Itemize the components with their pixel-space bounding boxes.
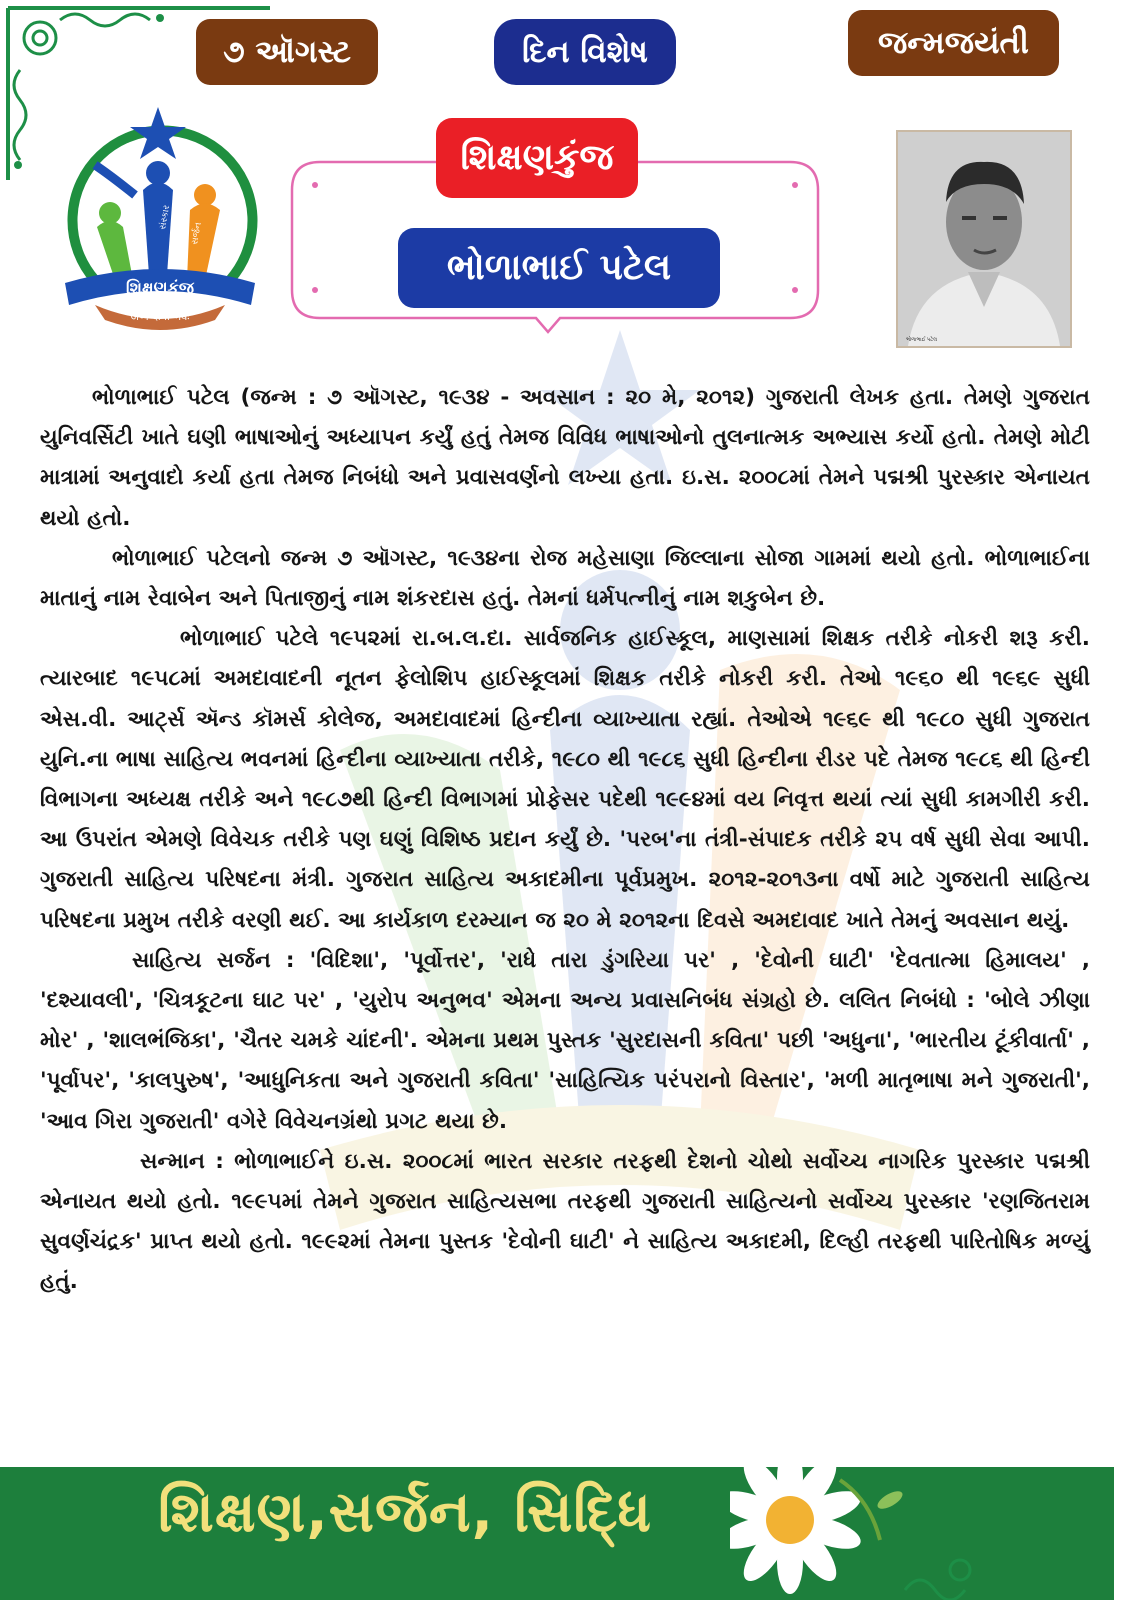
birth-anniversary-badge: જન્મજયંતી: [848, 10, 1059, 76]
daisy-flower-icon: [730, 1440, 980, 1600]
article-paragraph-career: ભોળાભાઈ પટેલે ૧૯૫૨માં રા.બ.લ.દા. સાર્વજનિક હાઈસ્કૂલ, માણસામાં શિક્ષક તરીકે નોકરી શરૂ કરી. ત્યારબાદ ૧૯૫૮માં અમદાવાદની નૂતન ફેલોશિપ હાઈસ્કૂલમાં શિક્ષક તરીકે નોકરી કરી. તેઓ ૧૯૬૦ થી ૧૯૬૯ સુધી એસ.વી. આર્ટ્સ ઍન્ડ કૉમર્સ કોલેજ, અમદાવાદમાં હિન્દીના વ્યાખ્યાતા રહ્યાં. તેઓએ ૧૯૬૯ થી ૧૯૮૦ સુધી ગુજરાત યુનિ.ના ભાષા સાહિત્ય ભવનમાં હિન્દીના વ્યાખ્યાતા તરીકે, ૧૯૮૦ થી ૧૯૮૬ સુધી હિન્દીના રીડર પદે તેમજ ૧૯૮૬ થી હિન્દી વિભાગના અધ્યક્ષ તરીકે અને ૧૯૮૭થી હિન્દી વિભાગમાં પ્રોફેસર પદેથી ૧૯૯૪માં વય નિવૃત્ત થયાં ત્યાં સુધી કામગીરી કરી. આ ઉપરાંત એમણે વિવેચક તરીકે પણ ઘણું વિશિષ્ઠ પ્રદાન કર્યું છે. 'પરબ'ના તંત્રી-સંપાદક તરીકે ૨૫ વર્ષ સુધી સેવા આપી. ગુજરાતી સાહિત્ય પરિષદના મંત્રી. ગુજરાત સાહિત્ય અકાદમીના પૂર્વપ્રમુખ. ૨૦૧૨-૨૦૧૩ના વર્ષો માટે ગુજરાતી સાહિત્ય પરિષદના પ્રમુખ તરીકે વરણી થઈ. આ કાર્યકાળ દરમ્યાન જ ૨૦ મે ૨૦૧૨ના દિવસે અમદાવાદ ખાતે તેમનું અવસાન થયું.: [40, 626, 1090, 933]
day-special-badge: દિન વિશેષ: [494, 19, 676, 85]
person-portrait-icon: [898, 132, 1070, 346]
logo-word-3: સર્જન: [190, 221, 204, 246]
date-badge: ૭ ઑગસ્ટ: [196, 19, 378, 85]
page-right-margin: [1114, 0, 1131, 1600]
shikshankunj-logo: [55, 105, 265, 335]
footer-slogan: શિક્ષણ,સર્જન, સિદ્ધિ: [158, 1480, 652, 1545]
article-paragraph-works: સાહિત્ય સર્જન : 'વિદિશા', 'પૂર્વોત્તર', 'રાધે તારા ડુંગરિયા પર' , 'દેવોની ઘાટી' 'દેવતાત્મા હિમાલય' , 'દશ્યાવલી', 'ચિત્રકૂટના ઘાટ પર' , 'યુરોપ અનુભવ' એમના અન્ય પ્રવાસનિબંધ સંગ્રહો છે. લલિત નિબંધો : 'બોલે ઝીણા મોર' , 'શાલભંજિકા', 'ચૈતર ચમકે ચાંદની'. એમના પ્રથમ પુસ્તક 'સુરદાસની કવિતા' પછી 'અધુના', 'ભારતીય ટૂંકીવાર્તા' , 'પૂર્વાપર', 'કાલપુરુષ', 'આધુનિકતા અને ગુજરાતી કવિતા' 'સાહિત્યિક પરંપરાનો વિસ્તાર', 'મળી માતૃભાષા મને ગુજરાતી', 'આવ ગિરા ગુજરાતી' વગેરે વિવેચનગ્રંથો પ્રગટ થયા છે.: [40, 947, 1090, 1134]
site-name-title: શિક્ષણકુંજ: [436, 118, 638, 198]
article-body: [40, 378, 1090, 1303]
logo-word-2: સંસ્કાર: [158, 204, 173, 231]
logo-word-1: શિક્ષણ: [130, 220, 145, 246]
article-paragraph-intro: ભોળાભાઈ પટેલ (જન્મ : ૭ ઑગસ્ટ, ૧૯૩૪ - અવસાન : ૨૦ મે, ૨૦૧૨) ગુજરાતી લેખક હતા. તેમણે ગુજરાત યુનિવર્સિટી ખાતે ઘણી ભાષાઓનું અધ્યાપન કર્યું હતું તેમજ વિવિધ ભાષાઓનો તુલનાત્મક અભ્યાસ કર્યો હતો. તેમણે મોટી માત્રામાં અનુવાદો કર્યા હતા તેમજ નિબંધો અને પ્રવાસવર્ણનો લખ્યા હતા. ઇ.સ. ૨૦૦૮માં તેમને પદ્મશ્રી પુરસ્કાર એનાયત થયો હતો.: [40, 385, 1090, 531]
logo-name: શિક્ષણકુંજ: [126, 278, 194, 297]
article-paragraph-honours: સન્માન : ભોળાભાઈને ઇ.સ. ૨૦૦૮માં ભારત સરકાર તરફથી દેશનો ચોથો સર્વોચ્ચ નાગરિક પુરસ્કાર પદ્મશ્રી એનાયત થયો હતો. ૧૯૯૫માં તેમને ગુજરાત સાહિત્યસભા તરફથી ગુજરાતી સાહિત્યનો સર્વોચ્ચ પુરસ્કાર 'રણજિતરામ સુવર્ણચંદ્રક' પ્રાપ્ત થયો હતો. ૧૯૯૨માં તેમના પુસ્તક 'દેવોની ઘાટી' ને સાહિત્ય અકાદમી, દિલ્હી તરફથી પારિતોષિક મળ્યું હતું.: [40, 1148, 1090, 1295]
logo-motto: अप्प दीपो भवः: [130, 310, 190, 323]
portrait-photo: [896, 130, 1072, 348]
portrait-caption: ભોળાભાઈ પટેલ: [906, 337, 937, 343]
person-name-title: ભોળાભાઈ પટેલ: [398, 228, 720, 308]
article-paragraph-birth: ભોળાભાઈ પટેલનો જન્મ ૭ ઑગસ્ટ, ૧૯૩૪ના રોજ મહેસાણા જિલ્લાના સોજા ગામમાં થયો હતો. ભોળાભાઈના માતાનું નામ રેવાબેન અને પિતાજીનું નામ શંકરદાસ હતું. તેમનાં ધર્મપત્નીનું નામ શકુબેન છે.: [40, 545, 1090, 612]
